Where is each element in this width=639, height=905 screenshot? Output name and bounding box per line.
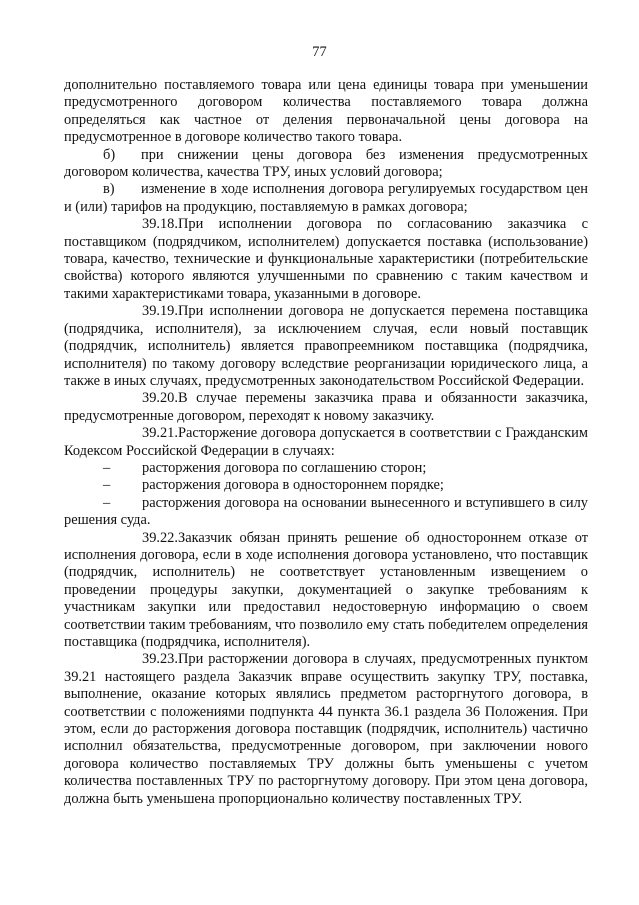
dash-marker: – [103, 494, 111, 511]
list-item-b-text: при снижении цены договора без изменения предусмотренных договором количества, качества ТРУ, иных условий договора; [64, 146, 588, 181]
dash-item-3 [64, 495, 588, 530]
clause-39-22 [64, 530, 588, 652]
clause-39-21 [64, 425, 588, 460]
clause-39-19 [64, 303, 588, 390]
list-item-v [64, 181, 588, 216]
list-marker-v: в) [103, 181, 115, 198]
list-marker-b: б) [103, 146, 116, 163]
clause-39-20 [64, 390, 588, 425]
page-number: 77 [312, 44, 327, 60]
clause-text-39-22: Заказчик обязан принять решение об одностороннем отказе от исполнения договора, если в ходе исполнения договора установлено, что поставщик (подрядчик, исполнитель) не соответствует установленным извещением о проведении процедуры закупки, документацией о закупке требованиям к участникам закупки или предоставил недостоверную информацию о своем соответствии таким требованиям, что позволило ему стать победителем определения поставщика (подрядчика, исполнителя). [64, 529, 588, 650]
clause-number-39-19: 39.19. [142, 303, 178, 320]
document-body [64, 77, 588, 808]
clause-text-39-23: При расторжении договора в случаях, предусмотренных пунктом 39.21 настоящего раздела Заказчик вправе осуществить закупку ТРУ, поставка, выполнение, оказание которых являлись предметом расторгнутого договора, в соответствии с положениями подпункта 44 пункта 36.1 раздела 36 Положения. При этом, если до расторжения договора поставщик (подрядчик, исполнитель) частично исполнил обязательства, предусмотренные договором, при заключении нового договора количество поставляемых ТРУ должны быть уменьшены с учетом количества поставленных ТРУ по расторгнутому договору. При этом цена договора, должна быть уменьшена пропорционально количеству поставленных ТРУ. [64, 651, 588, 807]
clause-text-39-20: В случае перемены заказчика права и обязанности заказчика, предусмотренные договором, переходят к новому заказчику. [64, 390, 588, 424]
clause-number-39-20: 39.20. [142, 390, 178, 407]
dash-marker: – [103, 459, 111, 476]
list-item-b [64, 147, 588, 182]
dash-item-2 [64, 477, 588, 494]
clause-text-39-19: При исполнении договора не допускается перемена поставщика (подрядчика, исполнителя), за исключением случая, если новый поставщик (подрядчик, исполнитель) является правопреемником поставщика (подрядчика, исполнителя) по такому договору вследствие реорганизации юридического лица, а также в иных случаях, предусмотренных законодательством Российской Федерации. [64, 303, 588, 389]
clause-text-39-18: При исполнении договора по согласованию заказчика с поставщиком (подрядчиком, исполнителем) допускается поставка (использование) товара, качество, технические и функциональные характеристики (потребительские свойства) которого являются улучшенными по сравнению с таким качеством и такими характеристиками товара, указанными в договоре. [64, 216, 588, 302]
clause-number-39-22: 39.22. [142, 529, 178, 546]
list-item-v-text: изменение в ходе исполнения договора регулируемых государством цен и (или) тарифов на продукцию, поставляемую в рамках договора; [64, 181, 588, 215]
dash-item-1 [64, 460, 588, 477]
dash-item-2-text: расторжения договора в одностороннем порядке; [142, 477, 444, 494]
clause-text-39-21: Расторжение договора допускается в соответствии с Гражданским Кодексом Российской Федерации в случаях: [64, 425, 588, 459]
paragraph-continuation: дополнительно поставляемого товара или цена единицы товара при уменьшении предусмотренного договором количества поставляемого товара должна определяться как частное от деления первоначальной цены договора на предусмотренное в договоре количество такого товара. [64, 77, 588, 146]
clause-39-23 [64, 651, 588, 808]
clause-number-39-23: 39.23. [142, 651, 178, 668]
dash-marker: – [103, 477, 111, 494]
clause-39-18 [64, 216, 588, 303]
clause-number-39-18: 39.18. [142, 216, 178, 233]
dash-item-1-text: расторжения договора по соглашению сторон; [142, 459, 427, 476]
dash-item-3-text: расторжения договора на основании вынесенного и вступившего в силу решения суда. [64, 494, 588, 529]
clause-number-39-21: 39.21. [142, 425, 178, 442]
